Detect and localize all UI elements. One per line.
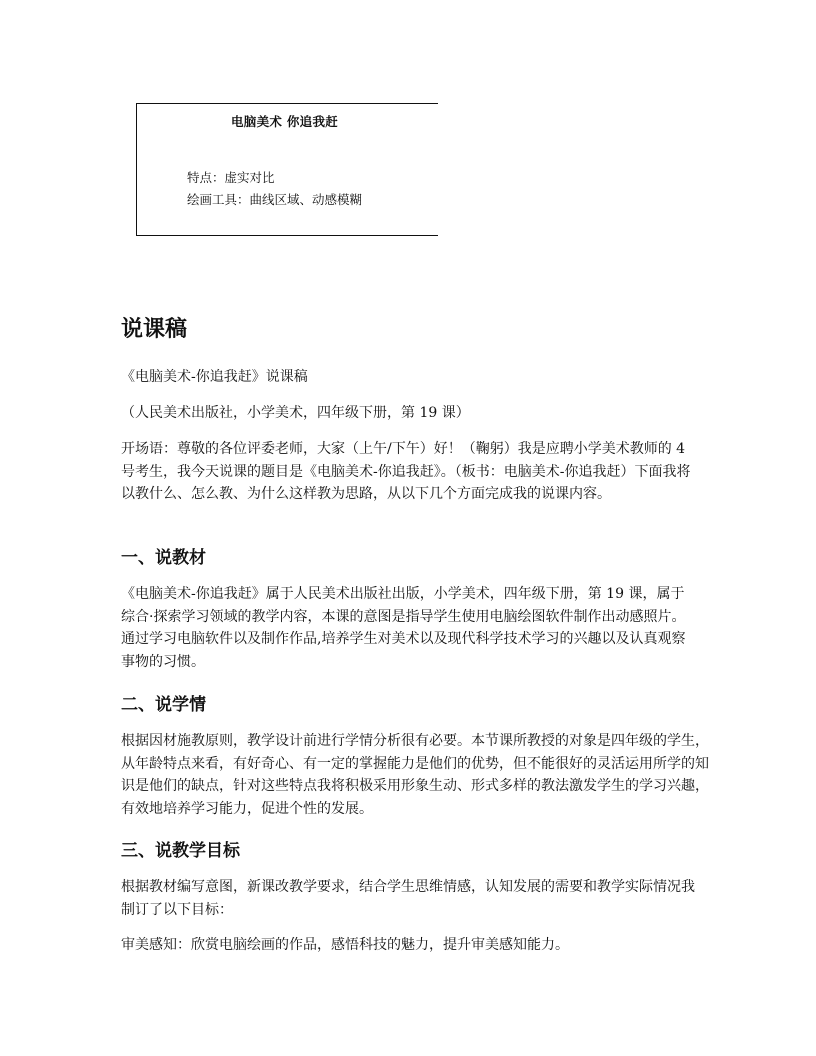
section-heading-objectives: 三、说教学目标 — [121, 841, 240, 861]
section-body-objectives: 根据教材编写意图，新课改教学要求，结合学生思维情感，认知发展的需要和教学实际情况我制订了以下目标： — [121, 879, 695, 918]
section-heading-textbook: 一、说教材 — [121, 548, 206, 568]
blackboard-title: 电脑美术 你追我赶 — [231, 114, 339, 129]
blackboard-line: 绘画工具：曲线区域、动感模糊 — [187, 192, 363, 207]
section-body-textbook: 《电脑美术-你追我赶》属于人民美术出版社出版，小学美术，四年级下册，第 19 课，属于综合·探索学习领域的教学内容，本课的意图是指导学生使用电脑绘图软件制作出动感照片。通过学习电脑软件以及制作作品,培养学生对美术以及现代科学技术学习的兴趣以及认真观察事物的习惯。 — [121, 586, 686, 670]
section-heading-students: 二、说学情 — [121, 695, 206, 715]
objective-aesthetic: 审美感知：欣赏电脑绘画的作品，感悟科技的魅力，提升审美感知能力。 — [121, 937, 569, 953]
publisher-info-line: （人民美术出版社，小学美术，四年级下册，第 19 课） — [121, 405, 470, 421]
opening-paragraph: 开场语：尊敬的各位评委老师，大家（上午/下午）好！（鞠躬）我是应聘小学美术教师的 4 号考生，我今天说课的题目是《电脑美术-你追我赶》。（板书：电脑美术-你追我赶）下面我将以教什么、怎么教、为什么这样教为思路，从以下几个方面完成我的说课内容。 — [121, 441, 691, 503]
blackboard-line: 特点：虚实对比 — [187, 170, 275, 185]
section-body-students: 根据因材施教原则，教学设计前进行学情分析很有必要。本节课所教授的对象是四年级的学生，从年龄特点来看，有好奇心、有一定的掌握能力是他们的优势，但不能很好的灵活运用所学的知识是他们的缺点，针对这些特点我将积极采用形象生动、形式多样的教法激发学生的学习兴趣，有效地培养学习能力，促进个性的发展。 — [121, 733, 709, 817]
lesson-title-line: 《电脑美术-你追我赶》说课稿 — [121, 369, 308, 385]
document-title: 说课稿 — [121, 317, 188, 342]
blackboard-design-box — [136, 103, 438, 236]
